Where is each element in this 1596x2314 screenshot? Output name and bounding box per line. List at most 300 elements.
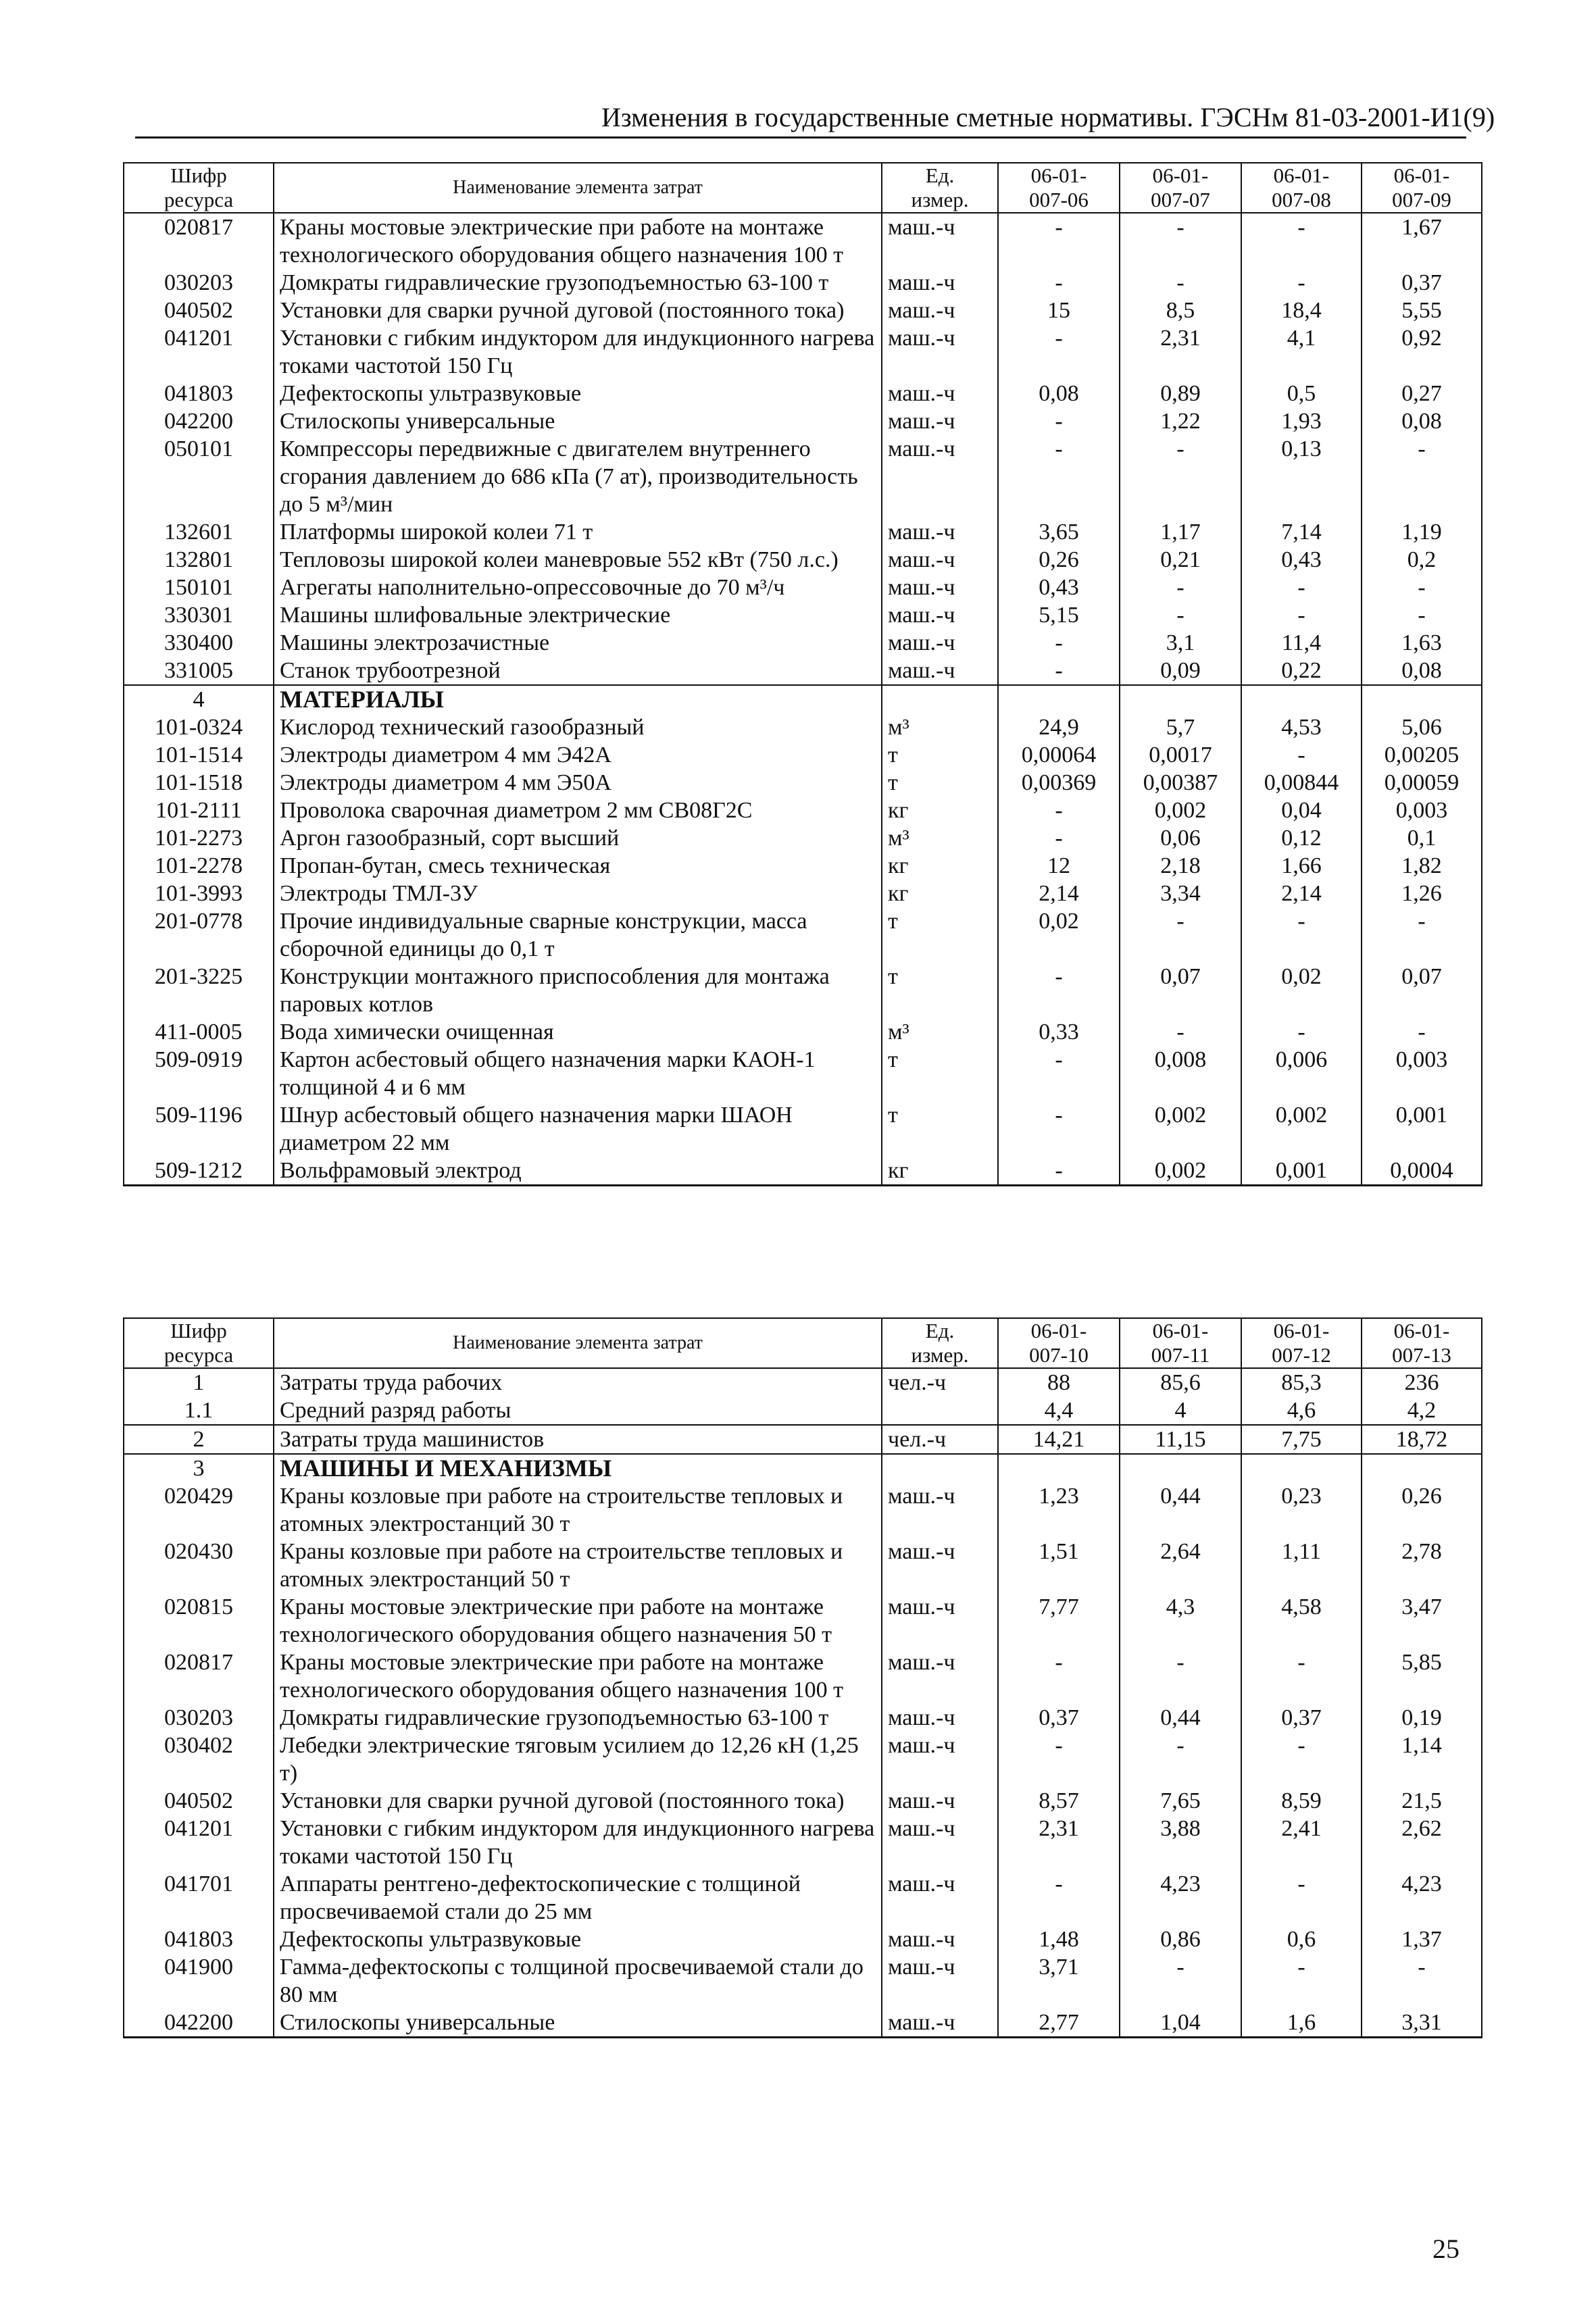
resource-code-cell: 201-3225 xyxy=(124,963,274,1018)
cost-element-name-cell: Пропан-бутан, смесь техническая xyxy=(274,852,882,880)
norm-value-cell: - xyxy=(1120,435,1241,518)
cost-element-name-cell: Стилоскопы универсальные xyxy=(274,407,882,435)
norm-value-cell xyxy=(1241,1454,1362,1482)
norm-value-cell: 3,34 xyxy=(1120,880,1241,907)
resource-code-cell: 101-1514 xyxy=(124,741,274,769)
unit-cell: маш.-ч xyxy=(882,1787,998,1815)
norm-value-cell: 3,71 xyxy=(998,1953,1120,2009)
norm-value-cell: - xyxy=(1241,1732,1362,1787)
norm-value-cell xyxy=(1362,1454,1482,1482)
norm-value-cell: 0,43 xyxy=(998,574,1120,601)
table-row xyxy=(124,657,1482,685)
unit-cell: маш.-ч xyxy=(882,380,998,407)
unit-cell: м³ xyxy=(882,824,998,852)
cost-element-name-cell: Машины электрозачистные xyxy=(274,629,882,657)
norm-value-cell: - xyxy=(1120,269,1241,297)
table-row xyxy=(124,797,1482,824)
unit-cell: маш.-ч xyxy=(882,213,998,269)
norm-value-cell: 4,58 xyxy=(1241,1593,1362,1649)
norm-value-cell: - xyxy=(1120,907,1241,963)
table-row xyxy=(124,1870,1482,1926)
page-number: 25 xyxy=(1432,2234,1460,2264)
unit-cell: м³ xyxy=(882,713,998,741)
norm-value-cell: - xyxy=(1241,574,1362,601)
table-row xyxy=(124,1787,1482,1815)
cost-element-name-cell: Домкраты гидравлические грузоподъемностью 63-100 т xyxy=(274,1704,882,1732)
table-row xyxy=(124,1649,1482,1704)
cost-element-name-cell: Вольфрамовый электрод xyxy=(274,1157,882,1186)
cost-element-name-cell: МАТЕРИАЛЫ xyxy=(274,685,882,713)
norm-value-cell: 0,08 xyxy=(998,380,1120,407)
norm-value-cell: 0,003 xyxy=(1362,1046,1482,1101)
norm-value-cell: 11,15 xyxy=(1120,1425,1241,1454)
unit-cell: маш.-ч xyxy=(882,1815,998,1870)
document-header: Изменения в государственные сметные нормативы. ГЭСНм 81-03-2001-И1(9) xyxy=(601,102,1495,132)
norm-value-cell: - xyxy=(1362,601,1482,629)
norm-value-cell: - xyxy=(1241,741,1362,769)
table-row xyxy=(124,324,1482,380)
norm-value-cell: 0,19 xyxy=(1362,1704,1482,1732)
resource-code-cell: 030203 xyxy=(124,1704,274,1732)
norm-value-cell: 1,66 xyxy=(1241,852,1362,880)
unit-cell: маш.-ч xyxy=(882,1593,998,1649)
col-header-norm: 06-01- 007-12 xyxy=(1241,1318,1362,1368)
norm-value-cell: 0,001 xyxy=(1241,1157,1362,1186)
cost-element-name-cell: Аргон газообразный, сорт высший xyxy=(274,824,882,852)
resource-code-cell: 1.1 xyxy=(124,1397,274,1425)
norm-value-cell: 0,22 xyxy=(1241,657,1362,685)
col-header-norm: 06-01- 007-09 xyxy=(1362,163,1482,213)
table-row xyxy=(124,1732,1482,1787)
resource-code-cell: 509-0919 xyxy=(124,1046,274,1101)
table-row xyxy=(124,269,1482,297)
table-row xyxy=(124,713,1482,741)
norm-value-cell: 7,14 xyxy=(1241,518,1362,546)
norm-value-cell: 2,62 xyxy=(1362,1815,1482,1870)
resource-code-cell: 1 xyxy=(124,1368,274,1397)
norm-value-cell: 0,06 xyxy=(1120,824,1241,852)
table-row xyxy=(124,1704,1482,1732)
unit-cell: т xyxy=(882,1046,998,1101)
cost-element-name-cell: Картон асбестовый общего назначения марки КАОН-1 толщиной 4 и 6 мм xyxy=(274,1046,882,1101)
norm-value-cell: 0,08 xyxy=(1362,657,1482,685)
norm-value-cell: - xyxy=(998,324,1120,380)
norm-value-cell: - xyxy=(1241,601,1362,629)
norm-value-cell: - xyxy=(1362,435,1482,518)
norm-value-cell: - xyxy=(1120,601,1241,629)
norm-value-cell xyxy=(998,1454,1120,1482)
norm-value-cell: 0,33 xyxy=(998,1018,1120,1046)
unit-cell: маш.-ч xyxy=(882,546,998,574)
unit-cell: маш.-ч xyxy=(882,1953,998,2009)
table-row xyxy=(124,435,1482,518)
norm-value-cell: - xyxy=(1362,907,1482,963)
cost-element-name-cell: Установки с гибким индуктором для индукционного нагрева токами частотой 150 Гц xyxy=(274,324,882,380)
table-row xyxy=(124,880,1482,907)
col-header-norm: 06-01- 007-06 xyxy=(998,163,1120,213)
norm-value-cell: - xyxy=(1241,1870,1362,1926)
norm-value-cell: 0,21 xyxy=(1120,546,1241,574)
norm-value-cell: 1,6 xyxy=(1241,2009,1362,2038)
norm-value-cell: 0,89 xyxy=(1120,380,1241,407)
header-rule xyxy=(135,136,1466,139)
norm-value-cell: - xyxy=(998,269,1120,297)
norm-value-cell xyxy=(1120,685,1241,713)
resource-code-cell: 101-1518 xyxy=(124,769,274,797)
unit-cell: маш.-ч xyxy=(882,1482,998,1538)
unit-cell xyxy=(882,1454,998,1482)
cost-element-name-cell: Прочие индивидуальные сварные конструкции, масса сборочной единицы до 0,1 т xyxy=(274,907,882,963)
resource-code-cell: 041201 xyxy=(124,324,274,380)
cost-element-name-cell: Установки для сварки ручной дуговой (постоянного тока) xyxy=(274,1787,882,1815)
col-header-norm: 06-01- 007-11 xyxy=(1120,1318,1241,1368)
resource-code-cell: 2 xyxy=(124,1425,274,1454)
cost-element-name-cell: Средний разряд работы xyxy=(274,1397,882,1425)
unit-cell: чел.-ч xyxy=(882,1425,998,1454)
norm-value-cell: 5,7 xyxy=(1120,713,1241,741)
cost-element-name-cell: Кислород технический газообразный xyxy=(274,713,882,741)
norm-value-cell: 3,88 xyxy=(1120,1815,1241,1870)
resource-code-cell: 132801 xyxy=(124,546,274,574)
norm-value-cell: - xyxy=(1362,1018,1482,1046)
unit-cell: маш.-ч xyxy=(882,1732,998,1787)
table-header-row xyxy=(124,163,1482,213)
cost-element-name-cell: Тепловозы широкой колеи маневровые 552 кВт (750 л.с.) xyxy=(274,546,882,574)
norm-value-cell: 0,37 xyxy=(1241,1704,1362,1732)
table-row xyxy=(124,1482,1482,1538)
norm-value-cell: 0,92 xyxy=(1362,324,1482,380)
norm-value-cell: 0,00369 xyxy=(998,769,1120,797)
norm-value-cell: - xyxy=(1241,907,1362,963)
unit-cell: маш.-ч xyxy=(882,629,998,657)
resource-code-cell: 020429 xyxy=(124,1482,274,1538)
norm-value-cell: 4,6 xyxy=(1241,1397,1362,1425)
unit-cell: маш.-ч xyxy=(882,518,998,546)
norm-value-cell: 5,15 xyxy=(998,601,1120,629)
norm-value-cell: 7,75 xyxy=(1241,1425,1362,1454)
norm-value-cell: 15 xyxy=(998,297,1120,324)
norm-value-cell: 0,001 xyxy=(1362,1101,1482,1157)
col-header-code: Шифр ресурса xyxy=(124,163,274,213)
table-row xyxy=(124,546,1482,574)
norm-value-cell: - xyxy=(1241,213,1362,269)
norm-value-cell: 0,26 xyxy=(998,546,1120,574)
resource-code-cell: 330400 xyxy=(124,629,274,657)
norm-value-cell: 1,26 xyxy=(1362,880,1482,907)
norm-value-cell: 0,86 xyxy=(1120,1926,1241,1953)
col-header-norm: 06-01- 007-08 xyxy=(1241,163,1362,213)
cost-element-name-cell: Краны мостовые электрические при работе на монтаже технологического оборудования общего назначения 50 т xyxy=(274,1593,882,1649)
norm-value-cell xyxy=(1241,685,1362,713)
norm-value-cell: 0,00064 xyxy=(998,741,1120,769)
norm-value-cell xyxy=(1362,685,1482,713)
cost-element-name-cell: Машины шлифовальные электрические xyxy=(274,601,882,629)
unit-cell: кг xyxy=(882,797,998,824)
norm-value-cell: 0,44 xyxy=(1120,1704,1241,1732)
unit-cell: маш.-ч xyxy=(882,1538,998,1593)
table-row xyxy=(124,963,1482,1018)
norm-value-cell: 2,14 xyxy=(998,880,1120,907)
norm-value-cell: 12 xyxy=(998,852,1120,880)
norm-value-cell: - xyxy=(1362,574,1482,601)
norm-value-cell: 0,13 xyxy=(1241,435,1362,518)
norm-value-cell: 1,23 xyxy=(998,1482,1120,1538)
norm-value-cell: 2,41 xyxy=(1241,1815,1362,1870)
unit-cell xyxy=(882,1397,998,1425)
norm-value-cell: 0,00844 xyxy=(1241,769,1362,797)
unit-cell: т xyxy=(882,1101,998,1157)
unit-cell: м³ xyxy=(882,1018,998,1046)
cost-element-name-cell: Шнур асбестовый общего назначения марки ШАОН диаметром 22 мм xyxy=(274,1101,882,1157)
unit-cell xyxy=(882,685,998,713)
resource-code-cell: 041803 xyxy=(124,380,274,407)
table-row xyxy=(124,1815,1482,1870)
norm-value-cell: 1,22 xyxy=(1120,407,1241,435)
norm-value-cell xyxy=(1120,1454,1241,1482)
col-header-name: Наименование элемента затрат xyxy=(274,163,882,213)
norm-value-cell: 0,02 xyxy=(1241,963,1362,1018)
cost-element-name-cell: Установки с гибким индуктором для индукционного нагрева токами частотой 150 Гц xyxy=(274,1815,882,1870)
col-header-name: Наименование элемента затрат xyxy=(274,1318,882,1368)
norm-value-cell: 1,17 xyxy=(1120,518,1241,546)
norm-value-cell: 2,31 xyxy=(998,1815,1120,1870)
norm-value-cell: - xyxy=(998,435,1120,518)
norm-value-cell: - xyxy=(998,963,1120,1018)
table-header-row xyxy=(124,1318,1482,1368)
cost-element-name-cell: Краны козловые при работе на строительстве тепловых и атомных электростанций 30 т xyxy=(274,1482,882,1538)
unit-cell: т xyxy=(882,769,998,797)
norm-value-cell: - xyxy=(998,1046,1120,1101)
norm-value-cell: 1,11 xyxy=(1241,1538,1362,1593)
norm-value-cell: 0,00387 xyxy=(1120,769,1241,797)
unit-cell: маш.-ч xyxy=(882,601,998,629)
unit-cell: маш.-ч xyxy=(882,1649,998,1704)
norm-value-cell: 0,08 xyxy=(1362,407,1482,435)
norm-value-cell: 2,14 xyxy=(1241,880,1362,907)
norm-value-cell: 11,4 xyxy=(1241,629,1362,657)
cost-element-name-cell: Проволока сварочная диаметром 2 мм СВ08Г2С xyxy=(274,797,882,824)
norm-value-cell: 3,65 xyxy=(998,518,1120,546)
unit-cell: кг xyxy=(882,852,998,880)
cost-element-name-cell: Платформы широкой колеи 71 т xyxy=(274,518,882,546)
unit-cell: маш.-ч xyxy=(882,297,998,324)
cost-element-name-cell: Конструкции монтажного приспособления для монтажа паровых котлов xyxy=(274,963,882,1018)
resource-code-cell: 509-1196 xyxy=(124,1101,274,1157)
norm-value-cell: - xyxy=(1241,1018,1362,1046)
table-row xyxy=(124,769,1482,797)
norm-value-cell: 7,77 xyxy=(998,1593,1120,1649)
table-row xyxy=(124,1593,1482,1649)
table-row xyxy=(124,824,1482,852)
norm-value-cell: 0,0004 xyxy=(1362,1157,1482,1186)
table-row xyxy=(124,574,1482,601)
norm-value-cell: - xyxy=(1241,1649,1362,1704)
table-row xyxy=(124,297,1482,324)
norm-value-cell: 3,31 xyxy=(1362,2009,1482,2038)
norm-value-cell: - xyxy=(1120,1732,1241,1787)
unit-cell: маш.-ч xyxy=(882,657,998,685)
resource-code-cell: 040502 xyxy=(124,1787,274,1815)
table-row xyxy=(124,213,1482,269)
norm-value-cell: 21,5 xyxy=(1362,1787,1482,1815)
norm-value-cell: 2,64 xyxy=(1120,1538,1241,1593)
norm-value-cell: 0,12 xyxy=(1241,824,1362,852)
norm-value-cell: 0,37 xyxy=(1362,269,1482,297)
norm-value-cell: 8,5 xyxy=(1120,297,1241,324)
unit-cell: кг xyxy=(882,1157,998,1186)
cost-table-2 xyxy=(123,1317,1482,2038)
norm-value-cell: 0,26 xyxy=(1362,1482,1482,1538)
cost-table-1 xyxy=(123,162,1482,1186)
cost-element-name-cell: Агрегаты наполнительно-опрессовочные до 70 м³/ч xyxy=(274,574,882,601)
unit-cell: маш.-ч xyxy=(882,2009,998,2038)
cost-element-name-cell: Дефектоскопы ультразвуковые xyxy=(274,380,882,407)
norm-value-cell: 0,002 xyxy=(1120,797,1241,824)
cost-element-name-cell: Затраты труда рабочих xyxy=(274,1368,882,1397)
norm-value-cell: - xyxy=(1120,213,1241,269)
resource-code-cell: 030402 xyxy=(124,1732,274,1787)
resource-code-cell: 101-2111 xyxy=(124,797,274,824)
norm-value-cell: 0,008 xyxy=(1120,1046,1241,1101)
norm-value-cell: - xyxy=(998,1157,1120,1186)
cost-element-name-cell: Дефектоскопы ультразвуковые xyxy=(274,1926,882,1953)
resource-code-cell: 3 xyxy=(124,1454,274,1482)
norm-value-cell: 0,37 xyxy=(998,1704,1120,1732)
norm-value-cell: 0,002 xyxy=(1120,1157,1241,1186)
norm-value-cell: 0,27 xyxy=(1362,380,1482,407)
norm-value-cell: 1,82 xyxy=(1362,852,1482,880)
resource-code-cell: 042200 xyxy=(124,2009,274,2038)
unit-cell: маш.-ч xyxy=(882,269,998,297)
resource-code-cell: 101-2278 xyxy=(124,852,274,880)
norm-value-cell: 4 xyxy=(1120,1397,1241,1425)
resource-code-cell: 041701 xyxy=(124,1870,274,1926)
norm-value-cell: - xyxy=(1362,1953,1482,2009)
unit-cell: т xyxy=(882,963,998,1018)
table-row xyxy=(124,2009,1482,2038)
resource-code-cell: 330301 xyxy=(124,601,274,629)
norm-value-cell: - xyxy=(1120,1018,1241,1046)
unit-cell: маш.-ч xyxy=(882,435,998,518)
norm-value-cell: 0,002 xyxy=(1120,1101,1241,1157)
resource-code-cell: 101-0324 xyxy=(124,713,274,741)
resource-code-cell: 132601 xyxy=(124,518,274,546)
norm-value-cell: 5,85 xyxy=(1362,1649,1482,1704)
table-row xyxy=(124,1157,1482,1186)
resource-code-cell: 041803 xyxy=(124,1926,274,1953)
norm-value-cell: 24,9 xyxy=(998,713,1120,741)
resource-code-cell: 201-0778 xyxy=(124,907,274,963)
resource-code-cell: 4 xyxy=(124,685,274,713)
table-row xyxy=(124,1018,1482,1046)
norm-value-cell: 5,06 xyxy=(1362,713,1482,741)
norm-value-cell: 2,78 xyxy=(1362,1538,1482,1593)
resource-code-cell: 331005 xyxy=(124,657,274,685)
unit-cell: маш.-ч xyxy=(882,407,998,435)
norm-value-cell: 1,48 xyxy=(998,1926,1120,1953)
norm-value-cell: - xyxy=(998,797,1120,824)
norm-value-cell: 1,19 xyxy=(1362,518,1482,546)
norm-value-cell: 0,04 xyxy=(1241,797,1362,824)
resource-code-cell: 150101 xyxy=(124,574,274,601)
norm-value-cell: - xyxy=(998,657,1120,685)
norm-value-cell: 4,23 xyxy=(1120,1870,1241,1926)
norm-value-cell: 1,37 xyxy=(1362,1926,1482,1953)
table-row xyxy=(124,601,1482,629)
unit-cell: маш.-ч xyxy=(882,1870,998,1926)
resource-code-cell: 050101 xyxy=(124,435,274,518)
col-header-unit: Ед. измер. xyxy=(882,1318,998,1368)
unit-cell: маш.-ч xyxy=(882,574,998,601)
cost-element-name-cell: Домкраты гидравлические грузоподъемностью 63-100 т xyxy=(274,269,882,297)
norm-value-cell: 8,57 xyxy=(998,1787,1120,1815)
norm-value-cell: 0,1 xyxy=(1362,824,1482,852)
norm-value-cell: 0,07 xyxy=(1120,963,1241,1018)
cost-element-name-cell: Аппараты рентгено-дефектоскопические с толщиной просвечиваемой стали до 25 мм xyxy=(274,1870,882,1926)
unit-cell: т xyxy=(882,907,998,963)
resource-code-cell: 020430 xyxy=(124,1538,274,1593)
resource-code-cell: 041201 xyxy=(124,1815,274,1870)
norm-value-cell: - xyxy=(998,1870,1120,1926)
resource-code-cell: 509-1212 xyxy=(124,1157,274,1186)
cost-element-name-cell: Лебедки электрические тяговым усилием до 12,26 кН (1,25 т) xyxy=(274,1732,882,1787)
unit-cell: маш.-ч xyxy=(882,1704,998,1732)
table-row xyxy=(124,907,1482,963)
norm-value-cell: 0,0017 xyxy=(1120,741,1241,769)
resource-code-cell: 041900 xyxy=(124,1953,274,2009)
resource-code-cell: 042200 xyxy=(124,407,274,435)
norm-value-cell: 8,59 xyxy=(1241,1787,1362,1815)
table-row xyxy=(124,380,1482,407)
norm-value-cell: 0,23 xyxy=(1241,1482,1362,1538)
norm-value-cell: 0,07 xyxy=(1362,963,1482,1018)
norm-value-cell xyxy=(998,685,1120,713)
cost-element-name-cell: Стилоскопы универсальные xyxy=(274,2009,882,2038)
norm-value-cell: 1,63 xyxy=(1362,629,1482,657)
col-header-norm: 06-01- 007-10 xyxy=(998,1318,1120,1368)
cost-element-name-cell: Краны козловые при работе на строительстве тепловых и атомных электростанций 50 т xyxy=(274,1538,882,1593)
table-row xyxy=(124,1397,1482,1425)
norm-value-cell: 4,2 xyxy=(1362,1397,1482,1425)
table-row xyxy=(124,407,1482,435)
norm-value-cell: 3,1 xyxy=(1120,629,1241,657)
norm-value-cell: - xyxy=(998,1649,1120,1704)
norm-value-cell: 0,00205 xyxy=(1362,741,1482,769)
norm-value-cell: - xyxy=(1120,574,1241,601)
resource-code-cell: 411-0005 xyxy=(124,1018,274,1046)
col-header-norm: 06-01- 007-07 xyxy=(1120,163,1241,213)
cost-element-name-cell: Станок трубоотрезной xyxy=(274,657,882,685)
cost-element-name-cell: Затраты труда машинистов xyxy=(274,1425,882,1454)
norm-value-cell: 0,006 xyxy=(1241,1046,1362,1101)
norm-value-cell: - xyxy=(1120,1649,1241,1704)
unit-cell: т xyxy=(882,741,998,769)
norm-value-cell: 0,44 xyxy=(1120,1482,1241,1538)
norm-value-cell: 4,1 xyxy=(1241,324,1362,380)
cost-element-name-cell: Краны мостовые электрические при работе на монтаже технологического оборудования общего назначения 100 т xyxy=(274,1649,882,1704)
col-header-unit: Ед. измер. xyxy=(882,163,998,213)
norm-value-cell: 14,21 xyxy=(998,1425,1120,1454)
table-row xyxy=(124,685,1482,713)
norm-value-cell: - xyxy=(998,407,1120,435)
cost-element-name-cell: Электроды диаметром 4 мм Э50А xyxy=(274,769,882,797)
table-row xyxy=(124,629,1482,657)
cost-element-name-cell: Гамма-дефектоскопы с толщиной просвечиваемой стали до 80 мм xyxy=(274,1953,882,2009)
norm-value-cell: 236 xyxy=(1362,1368,1482,1397)
norm-value-cell: - xyxy=(1120,1953,1241,2009)
table-row xyxy=(124,1046,1482,1101)
unit-cell: кг xyxy=(882,880,998,907)
